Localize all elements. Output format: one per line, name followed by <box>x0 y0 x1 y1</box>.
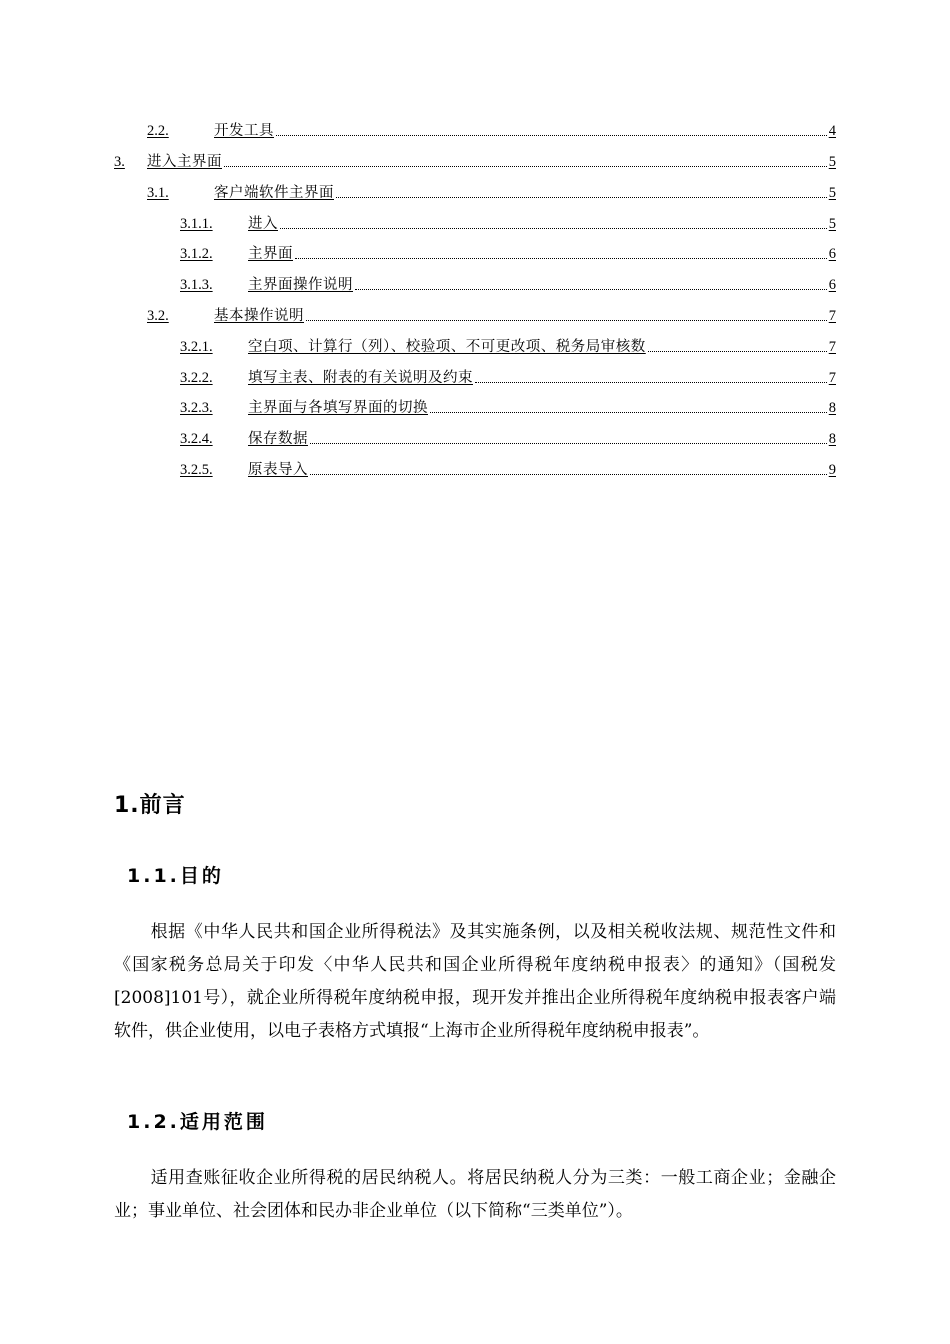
toc-number: 3.2. <box>147 308 169 324</box>
toc-page-number: 5 <box>828 185 836 201</box>
toc-dot-leader <box>276 134 827 136</box>
toc-number: 3.2.4. <box>180 431 213 447</box>
subsection-heading-purpose: 1.1.目的 <box>127 865 224 887</box>
toc-title: 开发工具 <box>214 123 274 139</box>
toc-title: 填写主表、附表的有关说明及约束 <box>248 370 473 386</box>
toc-number: 3.2.3. <box>180 400 213 416</box>
toc-page-number: 7 <box>828 339 836 355</box>
toc-entry-3-1-1[interactable] <box>180 211 836 233</box>
toc-entry-2-2[interactable] <box>147 118 836 140</box>
toc-dot-leader <box>648 350 827 352</box>
scope-paragraph <box>114 1162 836 1228</box>
toc-page-number: 8 <box>828 400 836 416</box>
toc-dot-leader <box>224 165 827 167</box>
toc-title: 空白项、计算行（列）、校验项、不可更改项、税务局审核数 <box>248 339 646 355</box>
toc-title: 基本操作说明 <box>214 308 304 324</box>
toc-page-number: 6 <box>828 277 836 293</box>
toc-entry-3-1-3[interactable] <box>180 272 836 294</box>
toc-dot-leader <box>295 257 827 259</box>
toc-entry-3-2-2[interactable] <box>180 365 836 387</box>
toc-page-number: 8 <box>828 431 836 447</box>
toc-number: 3.1.3. <box>180 277 213 293</box>
toc-title: 进入主界面 <box>147 154 222 170</box>
toc-title: 主界面与各填写界面的切换 <box>248 400 428 416</box>
scope-paragraph-text: 适用查账征收企业所得税的居民纳税人。将居民纳税人分为三类：一般工商企业；金融企业；事业单位、社会团体和民办非企业单位（以下简称“三类单位”）。 <box>114 1168 836 1221</box>
toc-number: 2.2. <box>147 123 169 139</box>
toc-number: 3.1. <box>147 185 169 201</box>
purpose-paragraph <box>114 916 836 1048</box>
toc-dot-leader <box>430 411 827 413</box>
toc-dot-leader <box>310 442 827 444</box>
toc-entry-3-2[interactable] <box>147 303 836 325</box>
toc-number: 3.2.2. <box>180 370 213 386</box>
toc-page-number: 7 <box>828 308 836 324</box>
toc-number: 3.1.1. <box>180 216 213 232</box>
toc-page-number: 7 <box>828 370 836 386</box>
toc-page-number: 6 <box>828 246 836 262</box>
toc-title: 主界面操作说明 <box>248 277 353 293</box>
toc-entry-3-1-2[interactable] <box>180 241 836 263</box>
toc-page-number: 9 <box>828 462 836 478</box>
toc-entry-3[interactable] <box>114 149 836 171</box>
toc-entry-3-1[interactable] <box>147 180 836 202</box>
toc-title: 进入 <box>248 216 278 232</box>
toc-page-number: 5 <box>828 154 836 170</box>
toc-page-number: 5 <box>828 216 836 232</box>
toc-title: 主界面 <box>248 246 293 262</box>
toc-title: 原表导入 <box>248 462 308 478</box>
toc-entry-3-2-4[interactable] <box>180 426 836 448</box>
toc-number: 3.2.1. <box>180 339 213 355</box>
toc-dot-leader <box>310 473 827 475</box>
toc-dot-leader <box>336 196 827 198</box>
toc-number: 3.1.2. <box>180 246 213 262</box>
toc-number: 3.2.5. <box>180 462 213 478</box>
section-heading-preface: 1.前言 <box>114 793 186 818</box>
toc-entry-3-2-5[interactable] <box>180 457 836 479</box>
purpose-paragraph-text: 根据《中华人民共和国企业所得税法》及其实施条例，以及相关税收法规、规范性文件和《国家税务总局关于印发〈中华人民共和国企业所得税年度纳税申报表〉的通知》（国税发[2008]101号），就企业所得税年度纳税申报，现开发并推出企业所得税年度纳税申报表客户端软件，供企业使用，以电子表格方式填报“上海市企业所得税年度纳税申报表”。 <box>114 922 836 1041</box>
subsection-heading-scope: 1.2.适用范围 <box>127 1111 268 1133</box>
toc-dot-leader <box>280 227 827 229</box>
toc-dot-leader <box>475 381 827 383</box>
toc-entry-3-2-1[interactable] <box>180 334 836 356</box>
toc-number: 3. <box>114 154 125 170</box>
toc-title: 保存数据 <box>248 431 308 447</box>
toc-title: 客户端软件主界面 <box>214 185 334 201</box>
toc-page-number: 4 <box>828 123 836 139</box>
toc-entry-3-2-3[interactable] <box>180 395 836 417</box>
toc-dot-leader <box>306 319 827 321</box>
toc-dot-leader <box>355 288 827 290</box>
